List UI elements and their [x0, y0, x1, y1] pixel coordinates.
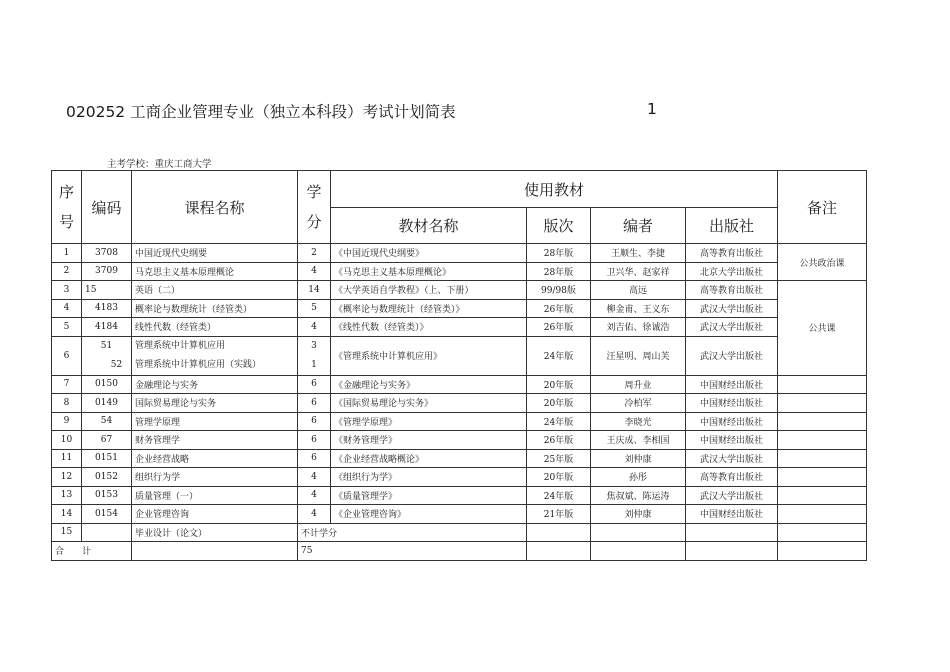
cell-publisher: 武汉大学出版社 [686, 486, 778, 505]
cell-author [591, 542, 686, 561]
cell-course: 马克思主义基本原理概论 [132, 262, 298, 281]
cell-seq: 13 [52, 486, 82, 505]
cell-book: 《质量管理学》 [331, 486, 527, 505]
cell-edition: 26年版 [527, 318, 591, 337]
cell-credit: 6 [298, 431, 331, 450]
cell-course: 财务管理学 [132, 431, 298, 450]
table-row [52, 505, 867, 524]
table-row [52, 336, 867, 375]
cell-edition: 24年版 [527, 486, 591, 505]
cell-seq: 11 [52, 449, 82, 468]
cell-credit: 2 [298, 244, 331, 263]
cell-book: 《企业管理咨询》 [331, 505, 527, 524]
header-seq: 序 号 [52, 171, 82, 244]
cell-course: 金融理论与实务 [132, 375, 298, 394]
total-label: 合 计 [52, 542, 132, 561]
cell-edition: 24年版 [527, 336, 591, 375]
cell-book: 《概率论与数理统计（经管类）》 [331, 299, 527, 318]
cell-book: 《大学英语自学教程》（上、下册） [331, 281, 527, 300]
cell-edition: 26年版 [527, 431, 591, 450]
cell-code: 0151 [82, 449, 132, 468]
cell-author: 汪星明、周山芙 [591, 336, 686, 375]
cell-course: 组织行为学 [132, 468, 298, 487]
cell-author: 周升业 [591, 375, 686, 394]
table-row-total [52, 542, 867, 561]
cell-author: 柳金甫、王义东 [591, 299, 686, 318]
cell-author: 孙彤 [591, 468, 686, 487]
school-line: 主考学校：重庆工商大学 [107, 159, 212, 170]
cell-course: 线性代数（经管类） [132, 318, 298, 337]
page-number: 1 [647, 100, 657, 118]
table-row [52, 412, 867, 431]
cell-edition: 20年版 [527, 375, 591, 394]
cell-edition [527, 523, 591, 542]
cell-publisher: 中国财经出版社 [686, 505, 778, 524]
header-remark: 备注 [778, 171, 867, 244]
cell-author: 刘吉佑、徐诚浩 [591, 318, 686, 337]
cell-seq: 8 [52, 394, 82, 413]
cell-publisher: 高等教育出版社 [686, 244, 778, 263]
cell-code: 54 [82, 412, 132, 431]
cell-course: 概率论与数理统计（经管类） [132, 299, 298, 318]
cell-course [132, 542, 298, 561]
remark-empty [778, 505, 867, 524]
header-code: 编码 [82, 171, 132, 244]
remark-political: 公共政治课 [778, 244, 867, 281]
cell-publisher [686, 523, 778, 542]
cell-edition: 20年版 [527, 394, 591, 413]
cell-seq: 2 [52, 262, 82, 281]
table-row [52, 394, 867, 413]
cell-course: 企业经营战略 [132, 449, 298, 468]
cell-edition: 26年版 [527, 299, 591, 318]
cell-seq: 6 [52, 336, 82, 375]
header-publisher: 出版社 [686, 208, 778, 244]
cell-edition: 99/98版 [527, 281, 591, 300]
header-course-name: 课程名称 [132, 171, 298, 244]
table-row [52, 281, 867, 300]
cell-author: 刘仲康 [591, 505, 686, 524]
remark-empty [778, 542, 867, 561]
cell-course: 企业管理咨询 [132, 505, 298, 524]
cell-code: 51 52 [82, 336, 132, 375]
cell-author: 王庆成、李相国 [591, 431, 686, 450]
remark-empty [778, 375, 867, 394]
cell-author: 李晓光 [591, 412, 686, 431]
cell-seq: 4 [52, 299, 82, 318]
table-row [52, 486, 867, 505]
exam-plan-table [51, 170, 867, 561]
cell-course: 管理系统中计算机应用 管理系统中计算机应用（实践） [132, 336, 298, 375]
table-row [52, 375, 867, 394]
cell-credit: 不计学分 [298, 523, 527, 542]
cell-seq: 5 [52, 318, 82, 337]
cell-seq: 14 [52, 505, 82, 524]
cell-code: 0149 [82, 394, 132, 413]
cell-code: 67 [82, 431, 132, 450]
cell-credit: 4 [298, 486, 331, 505]
cell-author: 焦叔斌、陈运涛 [591, 486, 686, 505]
cell-code: 0152 [82, 468, 132, 487]
cell-course: 管理学原理 [132, 412, 298, 431]
cell-seq: 3 [52, 281, 82, 300]
cell-book: 《财务管理学》 [331, 431, 527, 450]
table-row [52, 468, 867, 487]
cell-code: 4184 [82, 318, 132, 337]
remark-empty [778, 394, 867, 413]
table-row [52, 262, 867, 281]
cell-seq: 10 [52, 431, 82, 450]
cell-course: 英语（二） [132, 281, 298, 300]
cell-edition: 20年版 [527, 468, 591, 487]
cell-credit: 6 [298, 449, 331, 468]
cell-credit: 3 1 [298, 336, 331, 375]
cell-seq: 15 [52, 523, 82, 542]
cell-publisher: 武汉大学出版社 [686, 318, 778, 337]
remark-empty [778, 523, 867, 542]
cell-code: 0150 [82, 375, 132, 394]
cell-publisher: 中国财经出版社 [686, 412, 778, 431]
cell-publisher [686, 542, 778, 561]
cell-book: 《马克思主义基本原理概论》 [331, 262, 527, 281]
header-author: 编者 [591, 208, 686, 244]
cell-credit: 5 [298, 299, 331, 318]
cell-seq: 7 [52, 375, 82, 394]
remark-empty [778, 468, 867, 487]
cell-credit: 14 [298, 281, 331, 300]
cell-author: 高远 [591, 281, 686, 300]
total-credit: 75 [298, 542, 527, 561]
table-row [52, 318, 867, 337]
cell-seq: 1 [52, 244, 82, 263]
cell-credit: 6 [298, 375, 331, 394]
cell-code: 0154 [82, 505, 132, 524]
remark-empty [778, 486, 867, 505]
remark-public: 公共课 [778, 281, 867, 376]
cell-publisher: 中国财经出版社 [686, 394, 778, 413]
cell-author: 冷柏军 [591, 394, 686, 413]
cell-edition [527, 542, 591, 561]
table-row-thesis [52, 523, 867, 542]
cell-credit: 6 [298, 412, 331, 431]
cell-publisher: 武汉大学出版社 [686, 336, 778, 375]
header-textbook-group: 使用教材 [331, 171, 778, 208]
cell-publisher: 北京大学出版社 [686, 262, 778, 281]
cell-book: 《国际贸易理论与实务》 [331, 394, 527, 413]
cell-course: 质量管理（一） [132, 486, 298, 505]
cell-author: 卫兴华、赵家祥 [591, 262, 686, 281]
cell-course: 国际贸易理论与实务 [132, 394, 298, 413]
cell-edition: 24年版 [527, 412, 591, 431]
cell-book: 《线性代数（经管类）》 [331, 318, 527, 337]
cell-book: 《金融理论与实务》 [331, 375, 527, 394]
cell-edition: 21年版 [527, 505, 591, 524]
cell-code [82, 523, 132, 542]
cell-code: 4183 [82, 299, 132, 318]
cell-course: 中国近现代史纲要 [132, 244, 298, 263]
cell-credit: 4 [298, 262, 331, 281]
header-credit: 学 分 [298, 171, 331, 244]
cell-code: 15 [82, 281, 132, 300]
remark-empty [778, 412, 867, 431]
header-textbook-name: 教材名称 [331, 208, 527, 244]
remark-empty [778, 431, 867, 450]
cell-credit: 4 [298, 318, 331, 337]
cell-edition: 28年版 [527, 262, 591, 281]
page-title: 020252 工商企业管理专业（独立本科段）考试计划简表 [66, 103, 456, 121]
table-row [52, 244, 867, 263]
cell-author: 王顺生、李捷 [591, 244, 686, 263]
cell-book: 《管理系统中计算机应用》 [331, 336, 527, 375]
cell-course: 毕业设计（论文） [132, 523, 298, 542]
cell-publisher: 武汉大学出版社 [686, 299, 778, 318]
cell-credit: 6 [298, 394, 331, 413]
cell-code: 3709 [82, 262, 132, 281]
table-row [52, 431, 867, 450]
cell-book: 《企业经营战略概论》 [331, 449, 527, 468]
cell-author: 刘仲康 [591, 449, 686, 468]
remark-empty [778, 449, 867, 468]
cell-publisher: 中国财经出版社 [686, 431, 778, 450]
cell-publisher: 高等教育出版社 [686, 468, 778, 487]
cell-publisher: 武汉大学出版社 [686, 449, 778, 468]
cell-book: 《中国近现代史纲要》 [331, 244, 527, 263]
cell-edition: 28年版 [527, 244, 591, 263]
cell-edition: 25年版 [527, 449, 591, 468]
cell-code: 3708 [82, 244, 132, 263]
cell-code: 0153 [82, 486, 132, 505]
cell-seq: 12 [52, 468, 82, 487]
cell-publisher: 高等教育出版社 [686, 281, 778, 300]
cell-publisher: 中国财经出版社 [686, 375, 778, 394]
header-edition: 版次 [527, 208, 591, 244]
cell-seq: 9 [52, 412, 82, 431]
cell-credit: 4 [298, 468, 331, 487]
cell-book: 《管理学原理》 [331, 412, 527, 431]
cell-book: 《组织行为学》 [331, 468, 527, 487]
cell-author [591, 523, 686, 542]
cell-credit: 4 [298, 505, 331, 524]
table-row [52, 299, 867, 318]
table-row [52, 449, 867, 468]
